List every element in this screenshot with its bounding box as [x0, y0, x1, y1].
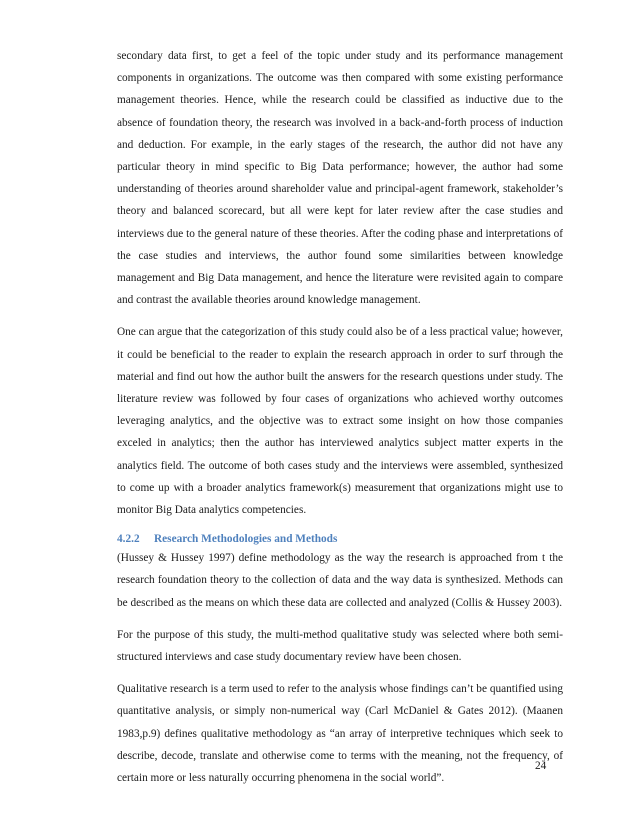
- section-title: Research Methodologies and Methods: [154, 533, 338, 546]
- paragraph-research-approach: One can argue that the categorization of this study could also be of a less practical value; however, it could be beneficial to the reader to explain the research approach in order to surf through the material and find out how the author built the answers for the research questions under study. The literature review was followed by four cases of organizations who achieved worthy outcomes leveraging analytics, and the objective was to extract some insight on how those companies exceled in analytics; then the author has interviewed analytics subject matter experts in the analytics field. The outcome of both cases study and the interviews were assembled, synthesized to come up with a broader analytics framework(s) measurement that organizations might use to monitor Big Data analytics competencies.: [117, 326, 563, 517]
- page-body: [117, 45, 563, 799]
- paragraph-qualitative-research: Qualitative research is a term used to refer to the analysis whose findings can’t be quantified using quantitative analysis, or simply non-numerical way (Carl McDaniel & Gates 2012). (Maanen 1983,p.9) defines qualitative methodology as “an array of interpretive techniques which seek to describe, decode, translate and otherwise come to terms with the meaning, not the frequency, of certain more or less naturally occurring phenomena in the social world”.: [117, 683, 563, 785]
- section-number: 4.2.2: [117, 533, 140, 546]
- paragraph-methodology-intro: secondary data first, to get a feel of the topic under study and its performance management components in organizations. The outcome was then compared with some existing performance management theories. Hence, while the research could be classified as inductive due to the absence of foundation theory, the research was involved in a back-and-forth process of induction and deduction. For example, in the early stages of the research, the author did not have any particular theory in mind specific to Big Data performance; however, the author had some understanding of theories around shareholder value and principal-agent framework, stakeholder’s theory and balanced scorecard, but all were kept for later review after the case studies and interviews due to the general nature of these theories. After the coding phase and interpretations of the case studies and interviews, the author found some similarities between knowledge management and Big Data management, and hence the literature were revisited again to compare and contrast the available theories around knowledge management.: [117, 50, 563, 307]
- section-heading: [117, 531, 563, 547]
- page-number: 24: [535, 760, 547, 772]
- paragraph-methodology-definition: (Hussey & Hussey 1997) define methodology as the way the research is approached from t the research foundation theory to the collection of data and the way data is synthesized. Methods can be described as the means on which these data are collected and analyzed (Collis & Hussey 2003).: [117, 552, 563, 609]
- paragraph-multi-method: For the purpose of this study, the multi-method qualitative study was selected where both semi-structured interviews and case study documentary review have been chosen.: [117, 628, 563, 664]
